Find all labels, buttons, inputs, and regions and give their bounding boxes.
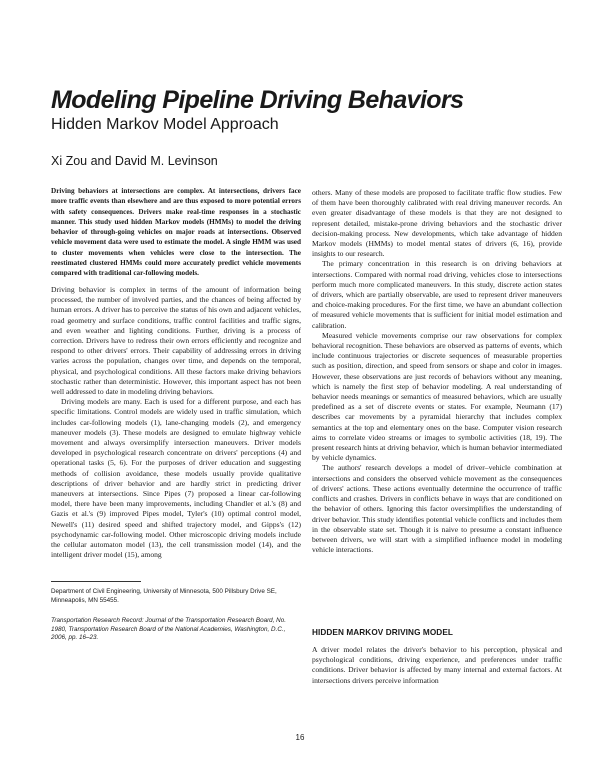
paper-title: Modeling Pipeline Driving Behaviors xyxy=(51,86,464,114)
section-heading: HIDDEN MARKOV DRIVING MODEL xyxy=(312,628,453,637)
left-paragraph-1: Driving behavior is complex in terms of the amount of information being processed, the number of involved parties, and the chances of being affected by human errors. A driver has to perceive the status of his own and adjacent vehicles, road geometry and surface conditions, traffic control facilities and traffic signs, and even weather and lighting conditions. Further, driving is a process of correction. Drivers have to redress their own errors efficiently and recognize and respond to other drivers' errors. Their capability of addressing errors in driving varies across the population, changes over time, and depends on the temporal, physical, and psychological conditions. All these factors make driving behaviors stochastic rather than deterministic. However, this important aspect has not been well addressed to date in modeling driving behaviors. xyxy=(51,285,301,397)
right-paragraph-4: The authors' research develops a model of driver–vehicle combination at intersections and considers the observed vehicle movement as the consequences of drivers' actions. These actions eventually determine the occurrence of traffic conflicts and crashes. Drivers in conflicts behave in ways that are conditioned on the behavior of others. Ignoring this factor oversimplifies the understanding of driver behavior. This study identifies potential vehicle conflicts and includes them in the observable state set. Though it is naive to presume a constant influence between drivers, we will start with a simplified influence model in modeling vehicle interactions. xyxy=(312,463,562,555)
page-number: 16 xyxy=(295,733,305,742)
left-column-body xyxy=(51,285,301,577)
footnote-divider xyxy=(51,581,141,582)
right-paragraph-1: others. Many of these models are proposed to facilitate traffic flow studies. Few of them have been thoroughly calibrated with real driving maneuver records. An even greater disadvantage of these models is that they are not designed to represent detailed, mistake-prone driving behaviors and the stochastic driver decision-making process. New developments, which take advantage of hidden Markov models (HMMs) to model mental states of drivers (6, 16), provide insights to our research. xyxy=(312,188,562,259)
right-column-body xyxy=(312,188,562,577)
abstract: Driving behaviors at intersections are complex. At intersections, drivers face more traffic events than elsewhere and are thus exposed to more potential errors with safety consequences. Drivers make real-time responses in a stochastic manner. This study used hidden Markov models (HMMs) to model the driving behavior of through-going vehicles on major roads at intersections. Observed vehicle movement data were used to estimate the model. A single HMM was used to cluster movements when vehicles were close to the intersection. The reestimated clustered HMMs could more accurately predict vehicle movements compared with traditional car-following models. xyxy=(51,187,301,278)
right-paragraph-2: The primary concentration in this research is on driving behaviors at intersections. Compared with normal road driving, vehicles close to intersections perform much more complicated maneuvers. In this study, discrete action states of drivers, which are partially observable, are used to represent driver maneuvers and choice-making procedures. For the first time, we have an abundant collection of measured vehicle movements that is sufficient for initial model estimation and calibration. xyxy=(312,259,562,330)
left-paragraph-2: Driving models are many. Each is used for a different purpose, and each has specific limitations. Control models are widely used in traffic simulation, which includes car-following models (1), lane-changing models (2), and emergency maneuver models (3). These models are designed to emulate highway vehicle movement and always oversimplify intersection maneuvers. Driver models developed in psychological research concentrate on drivers' perceptions (4) and operational tasks (5, 6). For the purposes of driver education and suggesting methods of collision avoidance, these models usually provide qualitative descriptions of driver behavior and are hardly strict in predicting driver maneuvers at intersections. Since Pipes (7) proposed a linear car-following model, there have been many improvements, including Chandler et al.'s (8) and Gazis et al.'s (9) improved Pipes model, Tyler's (10) optimal control model, Newell's (11) desired speed and shifted trajectory model, and Gipps's (12) psychodynamic car-following model. Other microscopic driving models include the cellular automaton model (13), the cell transmission model (14), and the intelligent driver model (15), among xyxy=(51,397,301,560)
paper-authors: Xi Zou and David M. Levinson xyxy=(51,154,218,168)
right-paragraph-3: Measured vehicle movements comprise our raw observations for complex behavioral recognition. These behaviors are observed as patterns of events, which include continuous trajectories or discrete sequences of measurable properties such as position, direction, and speed from sensors or shape and color in images. However, these observations are just records of behaviors without any meaning, which is namely the first step of behavior modeling. A real understanding of behavior needs meanings or semantics of measured behaviors, which are usually predefined as a set of discrete events or states. For example, Neumann (17) describes car movements by a pyramidal hierarchy that includes complex semantics at the top and elementary ones on the base. Computer vision research aims to correlate video streams or images to symbolic activities (18, 19). The present research hints at driving behavior, which is human behavior intermediated by vehicle dynamics. xyxy=(312,330,562,463)
section-body xyxy=(312,645,562,747)
journal-citation: Transportation Research Record: Journal of the Transportation Research Board, No. 1980, Transportation Research Board of the National Academies, Washington, D.C., 2006, pp. 16–23. xyxy=(51,617,286,642)
author-affiliation: Department of Civil Engineering, University of Minnesota, 500 Pillsbury Drive SE, Minneapolis, MN 55455. xyxy=(51,588,277,604)
paper-subtitle: Hidden Markov Model Approach xyxy=(51,116,279,133)
section-paragraph: A driver model relates the driver's behavior to his perception, physical and psychological conditions, driving experience, and preferences under traffic conditions. Driver behavior is affected by many internal and external factors. At intersections drivers perceive information xyxy=(312,645,562,685)
